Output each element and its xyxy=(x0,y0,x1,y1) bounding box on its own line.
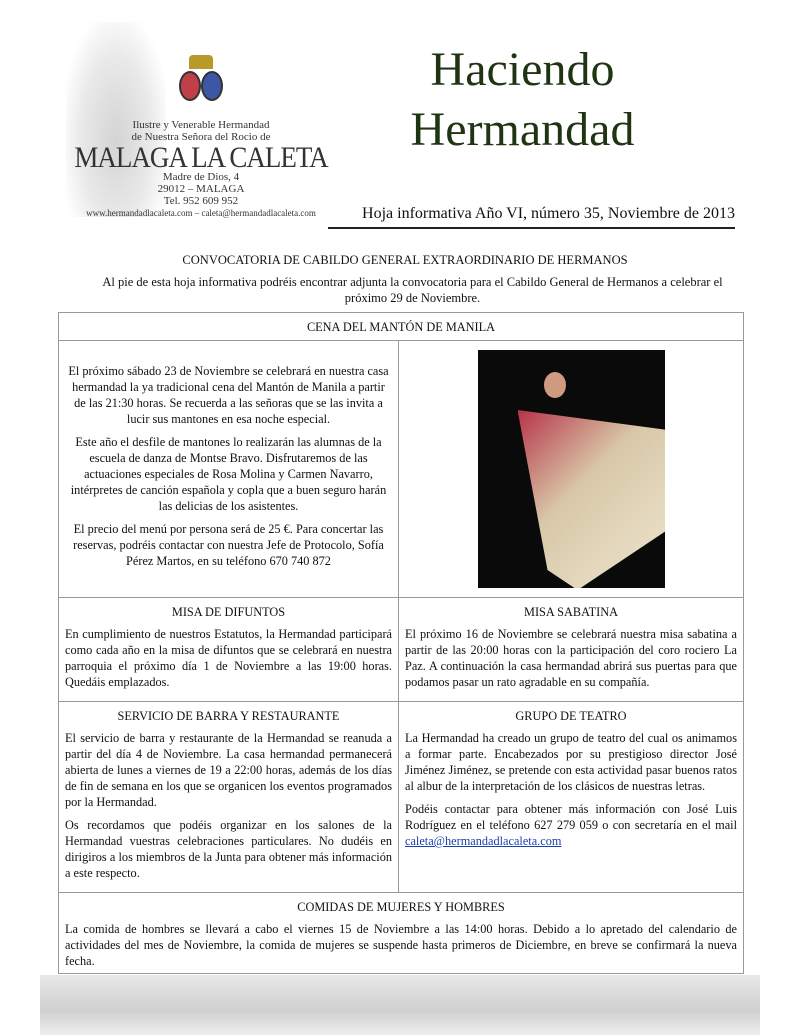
header-divider xyxy=(328,227,735,229)
misa-difuntos-heading: MISA DE DIFUNTOS xyxy=(171,605,286,619)
manton-dancer-photo xyxy=(478,350,665,588)
teatro-contact xyxy=(405,801,737,849)
logo-address: Madre de Dios, 4 xyxy=(162,171,240,183)
comidas xyxy=(59,893,744,974)
logo-city: 29012 – MALAGA xyxy=(157,183,245,195)
teatro-heading: GRUPO DE TEATRO xyxy=(515,709,627,723)
logo-web: www.hermandadlacaleta.com – caleta@hermandadlacaleta.com xyxy=(86,208,316,218)
servicio-paragraph: El servicio de barra y restaurante de la Hermandad se reanuda a partir del día 4 de Noviembre. La casa hermandad permanecerá abierta de lunes a viernes de 19 a 22:00 horas, además de los días de fin de semana en los que se organicen los eventos programados por la Hermandad. xyxy=(65,731,392,809)
comidas-heading: COMIDAS DE MUJERES Y HOMBRES xyxy=(297,900,505,914)
subtitle: Hoja informativa Año VI, número 35, Noviembre de 2013 xyxy=(362,205,735,222)
misa-difuntos-text: En cumplimiento de nuestros Estatutos, la Hermandad participará como cada año en la misa de difuntos que se celebrará en nuestra parroquia el próximo día 1 de Noviembre a las 19:00 horas. Quedáis emplazados. xyxy=(65,627,392,689)
servicio-barra xyxy=(59,702,399,893)
email-link[interactable]: caleta@hermandadlacaleta.com xyxy=(405,834,562,848)
cena-paragraph: Este año el desfile de mantones lo realizarán las alumnas de la escuela de danza de Montse Bravo. Disfrutaremos de las actuaciones especiales de Rosa Molina y Carmen Navarro, intérpretes de canción española y copla que a buen seguro harán las delicias de los asistentes. xyxy=(70,434,387,513)
cena-paragraph: El precio del menú por persona será de 25 €. Para concertar las reservas, podréis contactar con nuestra Jefe de Protocolo, Sofía Pérez Martos, en su teléfono 670 740 872 xyxy=(73,521,384,568)
cena-heading: CENA DEL MANTÓN DE MANILA xyxy=(59,313,744,341)
footer-decorative-illustration xyxy=(40,975,760,1035)
cena-text xyxy=(59,341,399,598)
title-line1: Haciendo xyxy=(430,43,615,96)
page-title xyxy=(330,40,715,160)
title-line2: Hermandad xyxy=(410,103,635,156)
logo-line2: de Nuestra Señora del Rocio de xyxy=(131,131,271,143)
logo-phone: Tel. 952 609 952 xyxy=(163,195,239,207)
brotherhood-logo xyxy=(66,55,336,219)
teatro-paragraph: La Hermandad ha creado un grupo de teatro del cual os animamos a formar parte. Encabezados por su prestigioso director José Jiménez Jiménez, se pretende con esta actividad pasar buenos ratos al albur de la interpretación de los clásicos de nuestras letras. xyxy=(405,731,737,793)
misa-sabatina xyxy=(399,598,744,702)
convocatoria-heading: CONVOCATORIA DE CABILDO GENERAL EXTRAORDINARIO DE HERMANOS xyxy=(182,253,628,267)
news-table xyxy=(58,312,744,974)
misa-sabatina-heading: MISA SABATINA xyxy=(524,605,618,619)
servicio-paragraph: Os recordamos que podéis organizar en los salones de la Hermandad vuestras celebraciones particulares. No dudéis en dirigiros a los miembros de la Junta para obtener más información a este respecto. xyxy=(65,818,392,880)
cena-paragraph: El próximo sábado 23 de Noviembre se celebrará en nuestra casa hermandad la ya tradicional cena del Mantón de Manila a partir de las 21:30 horas. Se recuerda a las señoras que se las invita a lucir sus mantones en esa noche especial. xyxy=(68,363,389,426)
cena-photo-cell xyxy=(399,341,744,598)
misa-sabatina-text: El próximo 16 de Noviembre se celebrará nuestra misa sabatina a partir de las 20:00 horas con la participación del coro rociero La Paz. A continuación la casa hermandad abrirá sus puertas para que podamos pasar un rato agradable en su compañía. xyxy=(405,627,737,689)
servicio-heading: SERVICIO DE BARRA Y RESTAURANTE xyxy=(117,709,340,723)
coat-of-arms-icon xyxy=(171,55,231,115)
logo-line1: Ilustre y Venerable Hermandad xyxy=(132,119,270,131)
logo-name: MALAGA LA CALETA xyxy=(74,140,328,174)
misa-difuntos xyxy=(59,598,399,702)
comidas-text: La comida de hombres se llevará a cabo el viernes 15 de Noviembre a las 14:00 horas. Debido a lo apretado del calendario de actividades del mes de Noviembre, la comida de mujeres se suspende hasta primeros de Diciembre, en breve se confirmará la nueva fecha. xyxy=(65,922,737,968)
teatro-contact-text: Podéis contactar para obtener más información con José Luis Rodríguez en el teléfono 627 279 059 o con secretaría en el mail xyxy=(405,802,737,832)
convocatoria-text: Al pie de esta hoja informativa podréis encontrar adjunta la convocatoria para el Cabildo General de Hermanos a celebrar el próximo 29 de Noviembre. xyxy=(102,275,723,305)
grupo-teatro xyxy=(399,702,744,893)
